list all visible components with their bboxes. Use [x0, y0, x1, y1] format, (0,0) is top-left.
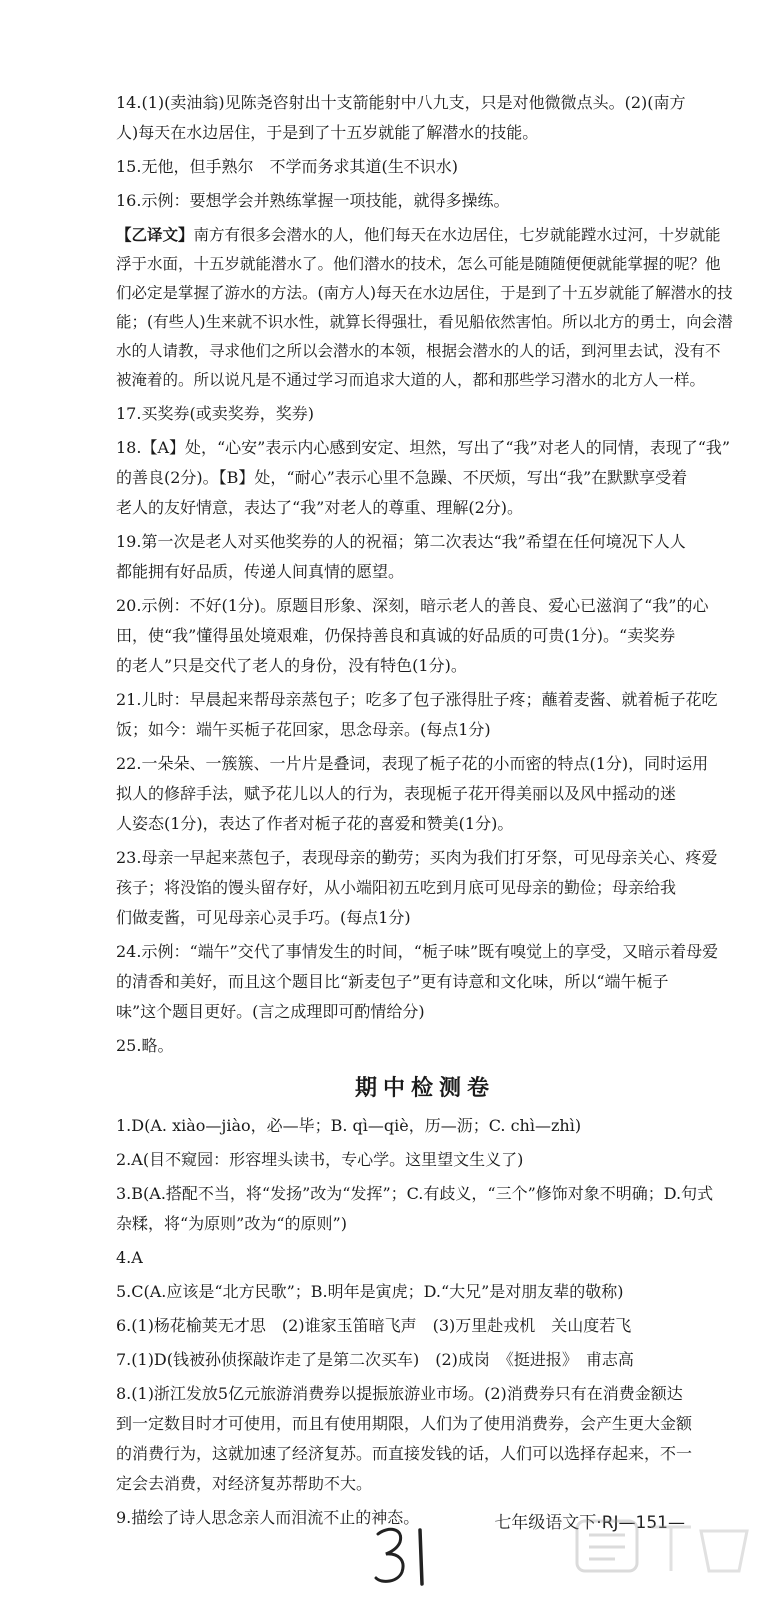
answer-line: 的清香和美好，而且这个题目比“新麦包子”更有诗意和文化味，所以“端午栀子 [116, 972, 669, 991]
answer-line: 1.D(A. xiào—jiào，必—毕；B. qì—qiè，历—沥；C. chì—zhì) [116, 1116, 582, 1135]
answer-item [116, 1145, 734, 1175]
answer-line: 田，使“我”懂得虽处境艰难，仍保持善良和真诚的好品质的可贵(1分)。“卖奖券 [116, 626, 676, 645]
answer-item [116, 1111, 734, 1141]
answer-item [116, 937, 734, 1027]
answer-line: 饭；如今：端午买栀子花回家，思念母亲。(每点1分) [116, 720, 491, 739]
answer-item [116, 1311, 734, 1341]
answer-line: 味”这个题目更好。(言之成理即可酌情给分) [116, 1002, 425, 1021]
answer-content [116, 88, 734, 1537]
answer-line: 17.买奖券(或卖奖券，奖券) [116, 404, 314, 423]
answer-line: 都能拥有好品质，传递人间真情的愿望。 [116, 562, 405, 581]
passage-line: 怕。所以北方的勇士，向会潜水的人请教，寻求他们之所以会潜水的本领，根据会潜 [116, 313, 733, 360]
passage-line: 五岁就能了解潜水的技能；(有些人)生来就不识水性，就算长得强壮，看见船依然害 [116, 284, 733, 331]
answer-line: 8.(1)浙江发放5亿元旅游消费券以提振旅游业市场。(2)消费券只有在消费金额达 [116, 1384, 683, 1403]
answer-item [116, 399, 734, 429]
answer-item [116, 527, 734, 587]
watermark-logo [571, 1515, 761, 1595]
answer-item [116, 152, 734, 182]
answer-item [116, 749, 734, 839]
answer-line: 7.(1)D(钱被孙侦探敲诈走了是第二次买车) (2)成岗 《挺进报》 甫志高 [116, 1350, 634, 1369]
answer-line: 2.A(目不窥园：形容埋头读书，专心学。这里望文生义了) [116, 1150, 524, 1169]
answer-line: 23.母亲一早起来蒸包子，表现母亲的勤劳；买肉为我们打牙祭，可见母亲关心、疼爱 [116, 848, 718, 867]
answers-top [116, 88, 734, 216]
answer-line: 22.一朵朵、一簇簇、一片片是叠词，表现了栀子花的小而密的特点(1分)，同时运用 [116, 754, 709, 773]
passage-translation [116, 220, 734, 395]
answer-item [116, 1179, 734, 1239]
answer-line: 的老人”只是交代了老人的身份，没有特色(1分)。 [116, 656, 467, 675]
answer-line: 5.C(A.应该是“北方民歌”；B.明年是寅虎；D.“大兄”是对朋友辈的敬称) [116, 1282, 624, 1301]
answers-exam [116, 1111, 734, 1533]
answer-item [116, 591, 734, 681]
passage-tag: 【乙译文】 [116, 225, 194, 244]
answer-item [116, 1379, 734, 1499]
answer-line: 的消费行为，这就加速了经济复苏。而直接发钱的话，人们可以选择存起来，不一 [116, 1444, 693, 1463]
answer-item [116, 1345, 734, 1375]
answer-line: 定会去消费，对经济复苏帮助不大。 [116, 1474, 373, 1493]
answer-line: 14.(1)(卖油翁)见陈尧咨射出十支箭能射中八九支，只是对他微微点头。(2)(南方 [116, 93, 686, 112]
answer-item [116, 1277, 734, 1307]
answer-line: 20.示例：不好(1分)。原题目形象、深刻，暗示老人的善良、爱心已滋润了“我”的心 [116, 596, 709, 615]
section-title: 期中检测卷 [354, 1075, 495, 1101]
answer-line: 老人的友好情意，表达了“我”对老人的尊重、理解(2分)。 [116, 498, 524, 517]
answer-line: 19.第一次是老人对买他奖券的人的祝福；第二次表达“我”希望在任何境况下人人 [116, 532, 686, 551]
passage-line: 南方有很多会潜水的人，他们每天在水边居住，七岁就能蹚水过河，十 [193, 226, 675, 244]
answer-item [116, 186, 734, 216]
answer-line: 杂糅，将“为原则”改为“的原则”) [116, 1214, 347, 1233]
answer-line: 4.A [116, 1248, 143, 1267]
handwritten-page-number [370, 1520, 440, 1590]
answer-line: 15.无他，但手熟尔 不学而务求其道(生不识水) [116, 157, 458, 176]
answer-line: 18.【A】处，“心安”表示内心感到安定、坦然，写出了“我”对老人的同情，表现了“我” [116, 438, 731, 457]
answer-line: 到一定数目时才可使用，而且有使用期限，人们为了使用消费券，会产生更大金额 [116, 1414, 693, 1433]
answer-item [116, 1031, 734, 1061]
answer-line: 人姿态(1分)，表达了作者对栀子花的喜爱和赞美(1分)。 [116, 814, 514, 833]
page-footer: 七年级语文下·RJ—151— [494, 1513, 685, 1533]
passage-line: 水的人的话，到河里去试，没有不被淹着的。所以说凡是不通过学习而追求大道的 [116, 342, 721, 389]
answer-item [116, 1243, 734, 1273]
answer-line: 6.(1)杨花榆荚无才思 (2)谁家玉笛暗飞声 (3)万里赴戎机 关山度若飞 [116, 1316, 632, 1335]
answers-mid [116, 399, 734, 1061]
answer-line: 人)每天在水边居住，于是到了十五岁就能了解潜水的技能。 [116, 123, 539, 142]
answer-item [116, 88, 734, 148]
answer-line: 3.B(A.搭配不当，将“发扬”改为“发挥”；C.有歧义，“三个”修饰对象不明确；D.句式 [116, 1184, 714, 1203]
answer-line: 的善良(2分)。【B】处，“耐心”表示心里不急躁、不厌烦，写出“我”在默默享受着 [116, 468, 688, 487]
answer-item [116, 685, 734, 745]
answer-line: 9.描绘了诗人思念亲人而泪流不止的神态。 [116, 1508, 420, 1527]
answer-line: 21.儿时：早晨起来帮母亲蒸包子；吃多了包子涨得肚子疼；蘸着麦酱、就着栀子花吃 [116, 690, 718, 709]
passage-line: 掌握的呢？他们必定是掌握了游水的方法。(南方人)每天在水边居住，于是到了十 [116, 255, 721, 302]
answer-line: 16.示例：要想学会并熟练掌握一项技能，就得多操练。 [116, 191, 510, 210]
answer-line: 们做麦酱，可见母亲心灵手巧。(每点1分) [116, 908, 411, 927]
answer-line: 25.略。 [116, 1036, 174, 1055]
passage-line: 岁就能浮于水面，十五岁就能潜水了。他们潜水的技术，怎么可能是随随便便就能 [116, 226, 721, 273]
answer-line: 24.示例：“端午”交代了事情发生的时间，“栀子味”既有嗅觉上的享受，又暗示着母爱 [116, 942, 719, 961]
passage-line: 人，都和那些学习潜水的北方人一样。 [441, 371, 706, 389]
answer-item [116, 433, 734, 523]
answer-line: 拟人的修辞手法，赋予花儿以人的行为，表现栀子花开得美丽以及风中摇动的迷 [116, 784, 677, 803]
answer-item [116, 843, 734, 933]
answer-line: 孩子；将没馅的馒头留存好，从小端阳初五吃到月底可见母亲的勤俭；母亲给我 [116, 878, 677, 897]
